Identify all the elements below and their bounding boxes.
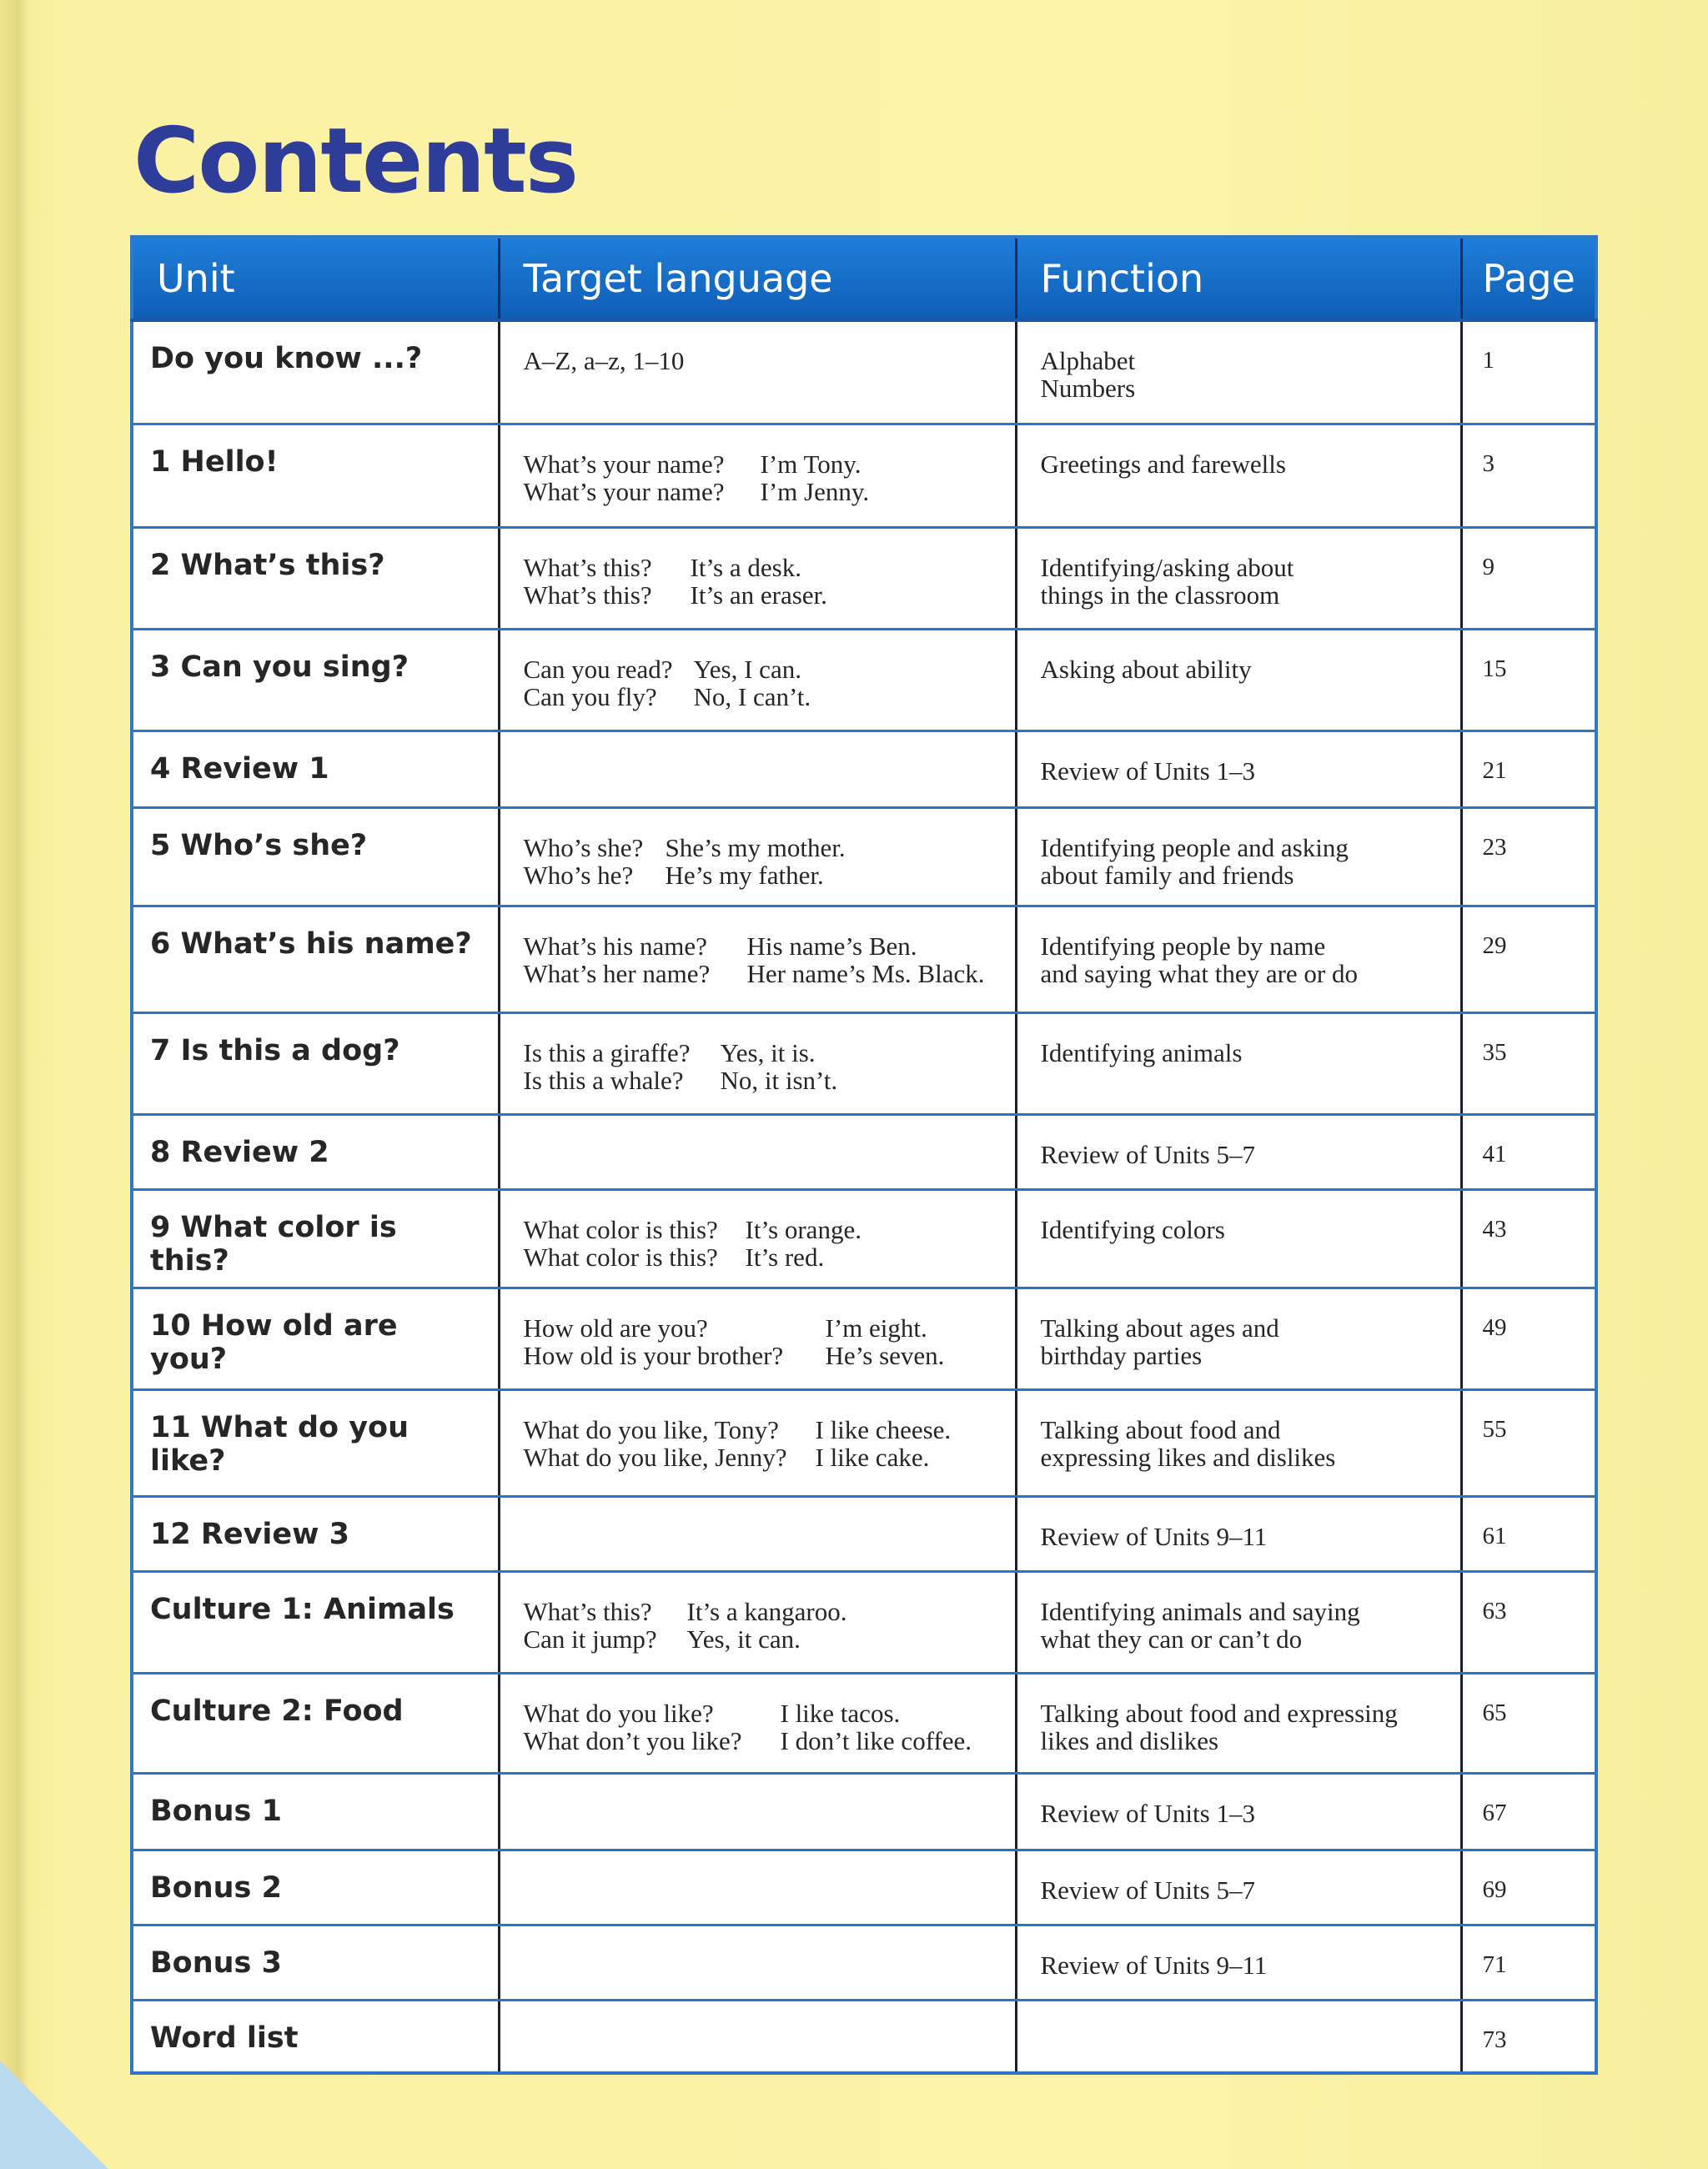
function-line: Review of Units 9–11 [1040,1521,1268,1551]
target-language-cell [499,629,1016,731]
target-language-question: Is this a whale? [523,1065,684,1095]
function-line: Review of Units 9–11 [1040,1950,1268,1980]
target-language-cell [499,731,1016,807]
page-title: Contents [133,109,578,213]
unit-cell: 3 Can you sing? [132,629,499,731]
page-edge [0,0,28,2169]
target-language-answer: I’m eight. [825,1313,927,1343]
target-language-cell [499,1189,1016,1288]
function-cell [1016,1389,1461,1496]
table-row [132,1389,1596,1496]
table-row [132,527,1596,629]
target-language-question: What’s her name? [523,958,711,988]
target-language-question: Who’s he? [523,860,634,890]
function-line: what they can or can’t do [1040,1624,1303,1654]
target-language-line [524,1243,992,1271]
function-line: Asking about ability [1040,654,1252,684]
contents-table [130,235,1598,2075]
function-line: Identifying people and asking [1040,832,1349,862]
unit-cell: Word list [132,2000,499,2073]
target-language-line [524,655,992,683]
page-number-cell: 23 [1461,807,1596,906]
page-number-cell: 49 [1461,1288,1596,1389]
page-number-cell: 41 [1461,1114,1596,1189]
target-language-cell [499,906,1016,1012]
target-language-answer: No, I can’t. [693,681,811,711]
function-cell [1016,1496,1461,1571]
page-number-cell: 15 [1461,629,1596,731]
unit-cell: Do you know ...? [132,320,499,424]
page-number-cell: 55 [1461,1389,1596,1496]
page-number-cell: 71 [1461,1925,1596,2000]
function-line: Review of Units 5–7 [1040,1139,1255,1169]
page-number-cell: 69 [1461,1850,1596,1925]
target-language-line [524,450,992,478]
contents-table-body [132,320,1596,2073]
target-language-question: What color is this? [523,1242,718,1272]
target-language-answer: He’s my father. [665,860,824,890]
target-language-question: A–Z, a–z, 1–10 [523,346,685,375]
table-row [132,1114,1596,1189]
header-function: Function [1016,237,1461,320]
target-language-question: What’s this? [523,1596,652,1626]
function-cell [1016,1288,1461,1389]
page-number-cell: 61 [1461,1496,1596,1571]
function-cell [1016,1012,1461,1114]
page-number-cell: 65 [1461,1673,1596,1773]
page-number-cell: 67 [1461,1773,1596,1850]
target-language-cell [499,1925,1016,2000]
function-line: Identifying colors [1040,1214,1225,1244]
target-language-line [524,347,992,374]
function-cell [1016,2000,1461,2073]
target-language-question: What’s this? [523,552,652,582]
target-language-line [524,1727,992,1755]
target-language-cell [499,1012,1016,1114]
target-language-cell [499,807,1016,906]
target-language-line [524,1039,992,1067]
unit-cell: Bonus 2 [132,1850,499,1925]
target-language-line [524,1700,992,1727]
target-language-question: How old is your brother? [523,1340,784,1370]
page-number-cell: 29 [1461,906,1596,1012]
unit-cell: 5 Who’s she? [132,807,499,906]
function-cell [1016,1925,1461,2000]
function-line: Identifying animals [1040,1037,1243,1067]
target-language-line [524,554,992,581]
target-language-answer: I’m Jenny. [760,476,870,506]
target-language-question: What don’t you like? [523,1725,742,1755]
table-row [132,1925,1596,2000]
function-cell [1016,1850,1461,1925]
target-language-answer: It’s a desk. [690,552,801,582]
table-row [132,1571,1596,1673]
function-line: Greetings and farewells [1040,449,1286,479]
unit-cell: 7 Is this a dog? [132,1012,499,1114]
function-line: about family and friends [1040,860,1294,890]
target-language-line [524,1067,992,1094]
table-row [132,807,1596,906]
function-line: Alphabet [1040,346,1136,375]
function-line: expressing likes and dislikes [1040,1442,1336,1472]
target-language-answer: I like cake. [815,1442,930,1472]
target-language-question: How old are you? [523,1313,708,1343]
function-cell [1016,320,1461,424]
unit-cell: 2 What’s this? [132,527,499,629]
function-line: Talking about food and [1040,1414,1281,1444]
target-language-answer: Yes, I can. [693,654,801,684]
target-language-answer: I’m Tony. [760,449,862,479]
target-language-line [524,683,992,710]
page-number-cell: 43 [1461,1189,1596,1288]
function-line: Identifying animals and saying [1040,1596,1360,1626]
function-line: Talking about ages and [1040,1313,1279,1343]
table-row [132,629,1596,731]
target-language-cell [499,527,1016,629]
header-page: Page [1461,237,1596,320]
function-cell [1016,1571,1461,1673]
target-language-cell [499,1496,1016,1571]
unit-cell: Bonus 1 [132,1773,499,1850]
target-language-cell [499,1389,1016,1496]
target-language-question: What do you like? [523,1698,714,1728]
function-cell [1016,424,1461,527]
unit-cell: Culture 2: Food [132,1673,499,1773]
target-language-cell [499,2000,1016,2073]
table-row [132,1773,1596,1850]
table-row [132,731,1596,807]
function-line: likes and dislikes [1040,1725,1219,1755]
function-line: Identifying/asking about [1040,552,1294,582]
function-line: Review of Units 5–7 [1040,1875,1255,1905]
function-line: Review of Units 1–3 [1040,756,1255,786]
function-cell [1016,1189,1461,1288]
page-number-cell: 1 [1461,320,1596,424]
function-cell [1016,527,1461,629]
header-target-language: Target language [499,237,1016,320]
target-language-cell [499,424,1016,527]
target-language-cell [499,1571,1016,1673]
unit-cell: 4 Review 1 [132,731,499,807]
target-language-cell [499,1114,1016,1189]
target-language-line [524,478,992,505]
target-language-line [524,1598,992,1625]
target-language-line [524,834,992,861]
target-language-question: What’s your name? [523,449,725,479]
unit-cell: Culture 1: Animals [132,1571,499,1673]
target-language-answer: Her name’s Ms. Black. [746,958,985,988]
target-language-answer: She’s my mother. [665,832,846,862]
page-number-cell: 73 [1461,2000,1596,2073]
target-language-cell [499,1850,1016,1925]
table-row [132,1189,1596,1288]
table-row [132,906,1596,1012]
unit-cell: 1 Hello! [132,424,499,527]
page-number-cell: 21 [1461,731,1596,807]
function-cell [1016,807,1461,906]
header-unit: Unit [132,237,499,320]
target-language-question: Can you fly? [523,681,657,711]
target-language-cell [499,1673,1016,1773]
target-language-answer: It’s an eraser. [690,580,827,610]
target-language-line [524,1443,992,1471]
target-language-question: Can it jump? [523,1624,657,1654]
page-number-cell: 35 [1461,1012,1596,1114]
table-row [132,1673,1596,1773]
target-language-question: What’s his name? [523,931,707,961]
target-language-cell [499,1288,1016,1389]
target-language-line [524,581,992,609]
function-line: birthday parties [1040,1340,1203,1370]
unit-cell: 8 Review 2 [132,1114,499,1189]
table-row [132,424,1596,527]
function-line: and saying what they are or do [1040,958,1358,988]
target-language-line [524,1625,992,1653]
unit-cell: 10 How old are you? [132,1288,499,1389]
target-language-answer: It’s a kangaroo. [686,1596,847,1626]
function-line: Review of Units 1–3 [1040,1798,1255,1828]
target-language-line [524,960,992,987]
page-number-cell: 3 [1461,424,1596,527]
target-language-line [524,861,992,889]
function-cell [1016,1673,1461,1773]
function-line: Talking about food and expressing [1040,1698,1398,1728]
target-language-line [524,1314,992,1342]
target-language-question: What do you like, Tony? [523,1414,779,1444]
target-language-line [524,932,992,960]
unit-cell: 12 Review 3 [132,1496,499,1571]
target-language-question: What’s your name? [523,476,725,506]
page-number-cell: 63 [1461,1571,1596,1673]
target-language-answer: No, it isn’t. [720,1065,838,1095]
target-language-question: Is this a giraffe? [523,1037,691,1067]
function-cell [1016,731,1461,807]
unit-cell: 9 What color is this? [132,1189,499,1288]
target-language-question: What color is this? [523,1214,718,1244]
table-row [132,1850,1596,1925]
unit-cell: 6 What’s his name? [132,906,499,1012]
target-language-answer: It’s red. [745,1242,825,1272]
target-language-question: What do you like, Jenny? [523,1442,787,1472]
function-cell [1016,906,1461,1012]
function-line: Numbers [1040,374,1136,403]
target-language-answer: I don’t like coffee. [780,1725,972,1755]
table-row [132,1288,1596,1389]
target-language-line [524,1342,992,1369]
folded-corner [0,2061,108,2169]
function-cell [1016,629,1461,731]
function-cell [1016,1114,1461,1189]
page-number-cell: 9 [1461,527,1596,629]
unit-cell: Bonus 3 [132,1925,499,2000]
unit-cell: 11 What do you like? [132,1389,499,1496]
target-language-question: What’s this? [523,580,652,610]
table-row [132,1012,1596,1114]
table-row [132,320,1596,424]
target-language-answer: I like cheese. [815,1414,952,1444]
target-language-answer: It’s orange. [745,1214,862,1244]
target-language-answer: Yes, it is. [720,1037,816,1067]
target-language-question: Can you read? [523,654,673,684]
target-language-answer: Yes, it can. [686,1624,801,1654]
table-row [132,1496,1596,1571]
target-language-line [524,1216,992,1243]
function-cell [1016,1773,1461,1850]
target-language-answer: His name’s Ben. [746,931,917,961]
target-language-line [524,1416,992,1443]
target-language-question: Who’s she? [523,832,644,862]
target-language-answer: He’s seven. [825,1340,945,1370]
function-line: Identifying people by name [1040,931,1326,961]
target-language-answer: I like tacos. [780,1698,901,1728]
function-line: things in the classroom [1040,580,1280,610]
table-header-row [132,237,1596,320]
target-language-cell [499,320,1016,424]
target-language-cell [499,1773,1016,1850]
table-row [132,2000,1596,2073]
